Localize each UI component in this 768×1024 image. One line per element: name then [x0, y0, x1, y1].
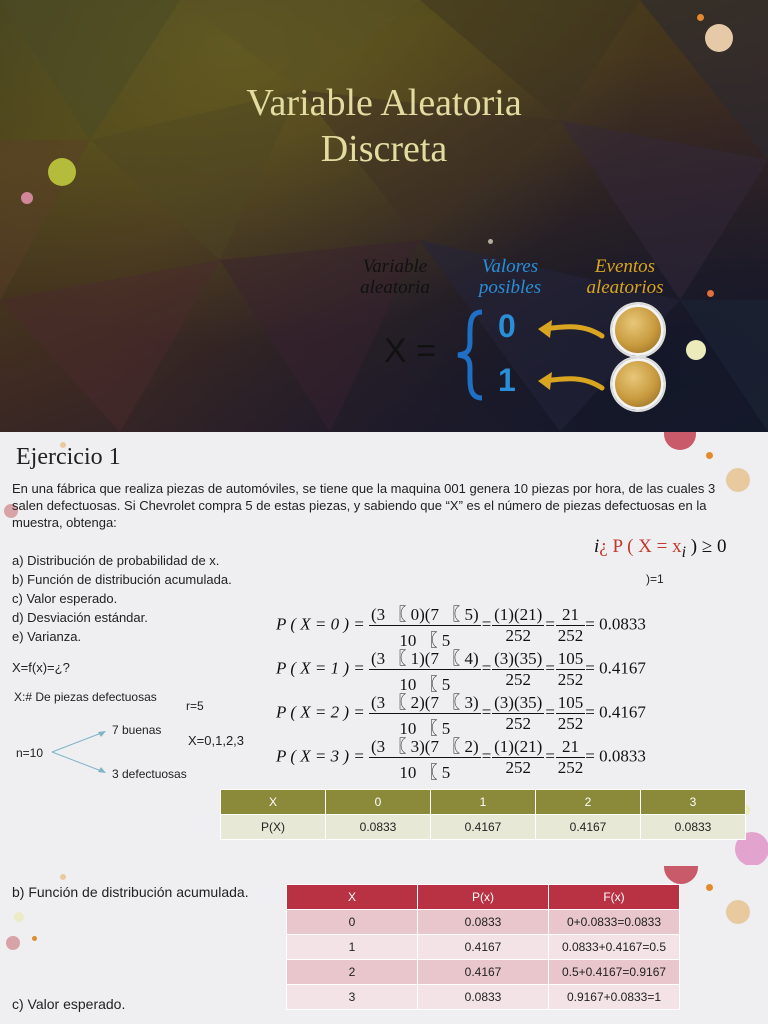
eq-den: 252 — [557, 758, 584, 777]
equation-x: X = — [384, 332, 436, 370]
probability-table — [220, 789, 746, 840]
eq-num: 21 — [556, 737, 586, 758]
split-arrows-icon — [48, 728, 112, 776]
label-valores-posibles: Valores posibles — [478, 256, 542, 298]
table-header-row — [287, 885, 680, 910]
table-cell: 0.9167+0.0833=1 — [549, 985, 680, 1010]
value-zero: 0 — [498, 308, 516, 344]
equation-row: P ( X = 2 ) = $\frac{(3 〖 2)(7 〖 3)}{10 〖 5}$ = $\frac{(3)(35)}{252}$ = $\frac{105}{252}$ = 0.4167 — [276, 688, 646, 732]
table-cell: 0.4167 — [431, 815, 536, 840]
x-values: X=0,1,2,3 — [188, 733, 245, 748]
eq-result: = 0.0833 — [585, 746, 646, 766]
label-eventos-aleatorios: Eventos aleatorios — [586, 256, 664, 298]
eq-num: 105 — [557, 649, 584, 668]
task-item: b) Función de distribución acumulada. — [12, 572, 232, 587]
r-value: r=5 — [186, 699, 204, 713]
x-definition: X:# De piezas defectuosas — [14, 690, 157, 704]
section-heading-c: c) Valor esperado. — [12, 996, 126, 1012]
table-cell: F(x) — [549, 885, 680, 910]
equation-row: P ( X = 3 ) = $\frac{(3 〖 3)(7 〖 2)}{10 〖 5}$ = $\frac{(1)(21)}{252}$ = $\frac{21}{252}$ = 0.0833 — [276, 732, 646, 776]
eq-num: (3 〖 1)(7 〖 4) — [369, 644, 481, 670]
decor-dot — [60, 874, 66, 880]
table-cell: 0.0833 — [326, 815, 431, 840]
table-cell: X — [221, 790, 326, 815]
eq-den: 252 — [557, 714, 584, 733]
decor-dot — [726, 900, 750, 924]
table-cell: 0.0833 — [641, 815, 746, 840]
decor-dot — [697, 14, 704, 21]
eq-num: (1)(21) — [494, 605, 543, 624]
title-line-1: Variable Aleatoria — [246, 82, 522, 124]
table-cell: 0.4167 — [418, 935, 549, 960]
fx-line: X=f(x)=¿? — [12, 660, 70, 675]
table-cell: 0.0833 — [418, 985, 549, 1010]
eq-result: = 0.4167 — [585, 658, 646, 678]
eq-den: 252 — [505, 714, 531, 733]
table-cell: 2 — [536, 790, 641, 815]
eq-num: 105 — [557, 693, 584, 712]
decor-dot — [21, 192, 33, 204]
table-cell: 0 — [287, 910, 418, 935]
eq-num: (1)(21) — [494, 737, 543, 756]
eq-num: (3 〖 2)(7 〖 3) — [369, 688, 481, 714]
eq-den: 252 — [557, 670, 584, 689]
eq-den: 10 〖 5 — [399, 675, 451, 694]
eq-den: 10 〖 5 — [399, 763, 451, 782]
eq-den: 252 — [505, 626, 531, 645]
title-line-2: Discreta — [320, 128, 448, 170]
task-item: a) Distribución de probabilidad de x. — [12, 553, 220, 568]
n-value: n=10 — [16, 746, 44, 760]
condition-main: ¿ P ( X = x — [599, 536, 682, 557]
eq-num: (3 〖 3)(7 〖 2) — [369, 732, 481, 758]
section-heading-b: b) Función de distribución acumulada. — [12, 884, 249, 900]
table-cell: 2 — [287, 960, 418, 985]
eq-num: 21 — [556, 605, 586, 626]
decor-dot — [686, 340, 706, 360]
table-cell: 0.4167 — [418, 960, 549, 985]
arrow-left-icon — [536, 368, 606, 396]
decor-dot — [32, 936, 37, 941]
coin-tails-icon — [612, 358, 664, 410]
task-item: c) Valor esperado. — [12, 591, 118, 606]
table-cell: X — [287, 885, 418, 910]
eq-lhs: P ( X = 3 ) = — [276, 746, 365, 766]
cumulative-slide — [0, 866, 768, 1024]
table-row — [287, 960, 680, 985]
value-one: 1 — [498, 362, 516, 398]
equation-list — [276, 600, 646, 782]
eq-lhs: P ( X = 0 ) = — [276, 614, 365, 634]
eq-num: (3)(35) — [494, 693, 543, 712]
left-brace-icon — [452, 308, 488, 402]
sum-equals-one: )=1 — [646, 572, 664, 586]
table-cell: 0 — [326, 790, 431, 815]
label-defectuosas: 3 defectuosas — [112, 767, 187, 781]
table-cell: 0.0833 — [418, 910, 549, 935]
decor-dot — [14, 912, 24, 922]
cumulative-table — [286, 884, 680, 1010]
arrow-left-icon — [536, 316, 606, 344]
eq-den: 252 — [505, 758, 531, 777]
table-cell: 0+0.0833=0.0833 — [549, 910, 680, 935]
table-row — [221, 815, 746, 840]
label-buenas: 7 buenas — [112, 723, 162, 737]
exercise-slide — [0, 432, 768, 865]
decor-dot — [706, 884, 713, 891]
table-row — [287, 910, 680, 935]
probability-condition: i¿ P ( $X = x_i$ ) ≥ 0 — [594, 536, 727, 561]
table-cell: P(X) — [221, 815, 326, 840]
eq-den: 252 — [557, 626, 584, 645]
table-row — [287, 935, 680, 960]
decor-dot — [705, 24, 733, 52]
decor-dot — [707, 290, 714, 297]
table-cell: 1 — [431, 790, 536, 815]
eq-lhs: P ( X = 1 ) = — [276, 658, 365, 678]
table-cell: 0.0833+0.4167=0.5 — [549, 935, 680, 960]
title-slide — [0, 0, 768, 432]
table-cell: 3 — [641, 790, 746, 815]
slide-title — [0, 80, 768, 172]
equation-row: P ( X = 1 ) = $\frac{(3 〖 1)(7 〖 4)}{10 〖 5}$ = $\frac{(3)(35)}{252}$ = $\frac{105}{252}$ = 0.4167 — [276, 644, 646, 688]
decor-dot — [664, 432, 696, 450]
condition-sub: i — [681, 543, 686, 561]
table-cell: 0.4167 — [536, 815, 641, 840]
exercise-heading: Ejercicio 1 — [16, 444, 121, 470]
eq-lhs: P ( X = 2 ) = — [276, 702, 365, 722]
table-cell: 0.5+0.4167=0.9167 — [549, 960, 680, 985]
decor-dot — [664, 866, 698, 884]
table-row — [287, 985, 680, 1010]
task-item: e) Varianza. — [12, 629, 82, 644]
eq-result: = 0.0833 — [585, 614, 646, 634]
table-cell: 1 — [287, 935, 418, 960]
label-variable-aleatoria: Variable aleatoria — [360, 256, 430, 298]
eq-num: (3)(35) — [494, 649, 543, 668]
problem-statement: En una fábrica que realiza piezas de automóviles, se tiene que la maquina 001 genera 10 piezas por hora, de las cuales 3 salen defectuosas. Si Chevrolet compra 5 de estas piezas, y sabiendo que “X” es el número de piezas defectuosas en la muestra, obtenga: — [12, 481, 716, 530]
coin-heads-icon — [612, 304, 664, 356]
eq-den: 10 〖 5 — [399, 631, 451, 650]
eq-result: = 0.4167 — [585, 702, 646, 722]
equation-row: P ( X = 0 ) = $\frac{(3 〖 0)(7 〖 5)}{10 〖 5}$ = $\frac{(1)(21)}{252}$ = $\frac{21}{252}$ = 0.0833 — [276, 600, 646, 644]
condition-tail: ) ≥ 0 — [686, 536, 727, 557]
table-cell: P(x) — [418, 885, 549, 910]
task-list — [12, 551, 232, 646]
table-cell: 3 — [287, 985, 418, 1010]
decor-dot — [706, 452, 713, 459]
decor-dot — [6, 936, 20, 950]
eq-num: (3 〖 0)(7 〖 5) — [369, 600, 481, 626]
task-item: d) Desviación estándar. — [12, 610, 148, 625]
decor-dot — [488, 239, 493, 244]
table-header-row — [221, 790, 746, 815]
eq-den: 10 〖 5 — [399, 719, 451, 738]
eq-den: 252 — [505, 670, 531, 689]
